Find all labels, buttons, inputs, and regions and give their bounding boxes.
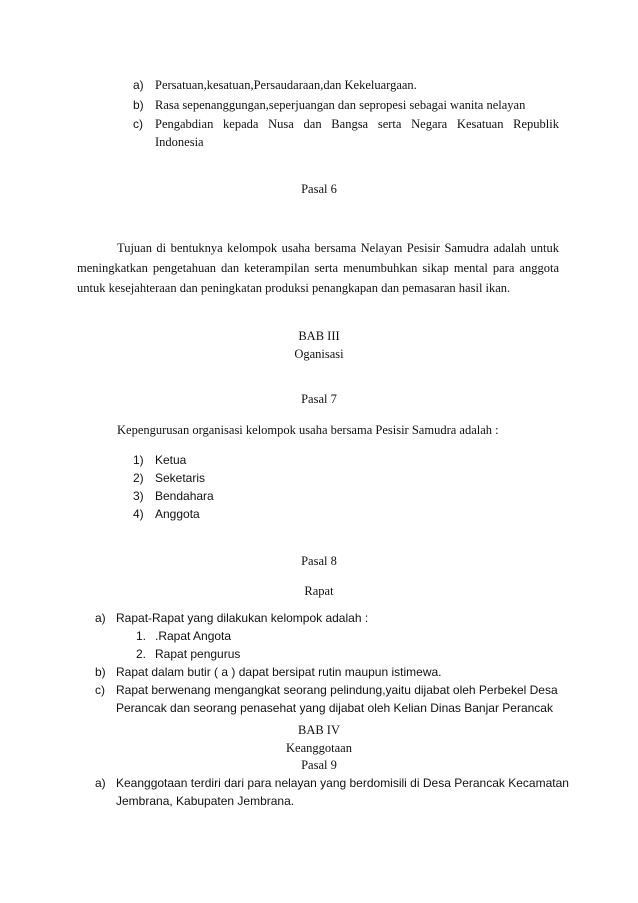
list-marker: b) [95, 665, 106, 679]
pasal-8-heading: Pasal 8 [301, 554, 337, 568]
sublist-marker: 1. [136, 629, 147, 643]
list-item-continuation: Jembrana, Kabupaten Jembrana. [116, 794, 295, 808]
paragraph-line: meningkatkan pengetahuan dan keterampilan serta menumbuhkan sikap mental para anggota [77, 261, 559, 275]
list-item: Rapat-Rapat yang dilakukan kelompok adalah : [116, 611, 369, 625]
pasal-8-subheading: Rapat [304, 584, 334, 598]
list-marker: b) [133, 98, 144, 112]
list-item-continuation: Perancak dan seorang penasehat yang dijabat oleh Kelian Dinas Banjar Perancak [116, 701, 553, 715]
pasal-9-heading: Pasal 9 [301, 758, 337, 772]
list-item: Rapat berwenang mengangkat seorang pelindung,yaitu dijabat oleh Perbekel Desa [116, 683, 558, 697]
bab-4-title: BAB IV [297, 723, 341, 737]
list-marker: 3) [133, 489, 144, 503]
list-marker: c) [95, 683, 105, 697]
bab-3-subtitle: Oganisasi [294, 347, 344, 361]
list-item: Anggota [155, 507, 200, 521]
sublist-item: .Rapat Angota [155, 629, 232, 643]
list-item: Pengabdian kepada Nusa dan Bangsa serta Negara Kesatuan Republik [155, 117, 559, 131]
list-item-continuation: Indonesia [155, 135, 204, 149]
pasal-7-heading: Pasal 7 [301, 392, 337, 406]
paragraph-line: untuk kesejahteraan dan peningkatan produksi penangkapan dan pemasaran hasil ikan. [77, 281, 511, 295]
list-item: Bendahara [155, 489, 214, 503]
list-item: Rapat dalam butir ( a ) dapat bersipat rutin maupun istimewa. [116, 665, 442, 679]
list-item: Ketua [155, 453, 187, 467]
list-item: Keanggotaan terdiri dari para nelayan yang berdomisili di Desa Perancak Kecamatan [116, 776, 569, 790]
list-marker: 1) [133, 453, 144, 467]
sublist-marker: 2. [136, 647, 147, 661]
list-item: Rasa sepenanggungan,seperjuangan dan sepropesi sebagai wanita nelayan [155, 98, 526, 112]
list-marker: 4) [133, 507, 144, 521]
sublist-item: Rapat pengurus [155, 647, 241, 661]
list-item: Persatuan,kesatuan,Persaudaraan,dan Kekeluargaan. [155, 78, 417, 92]
list-marker: c) [133, 117, 143, 131]
pasal-7-intro: Kepengurusan organisasi kelompok usaha bersama Pesisir Samudra adalah : [117, 423, 499, 437]
bab-3-title: BAB III [298, 329, 340, 343]
list-marker: a) [95, 776, 106, 790]
list-marker: a) [133, 78, 144, 92]
pasal-6-heading: Pasal 6 [301, 182, 337, 196]
list-marker: 2) [133, 471, 144, 485]
list-marker: a) [95, 611, 106, 625]
list-item: Seketaris [155, 471, 206, 485]
bab-4-subtitle: Keanggotaan [286, 741, 352, 755]
paragraph-line: Tujuan di bentuknya kelompok usaha bersama Nelayan Pesisir Samudra adalah untuk [117, 241, 559, 255]
